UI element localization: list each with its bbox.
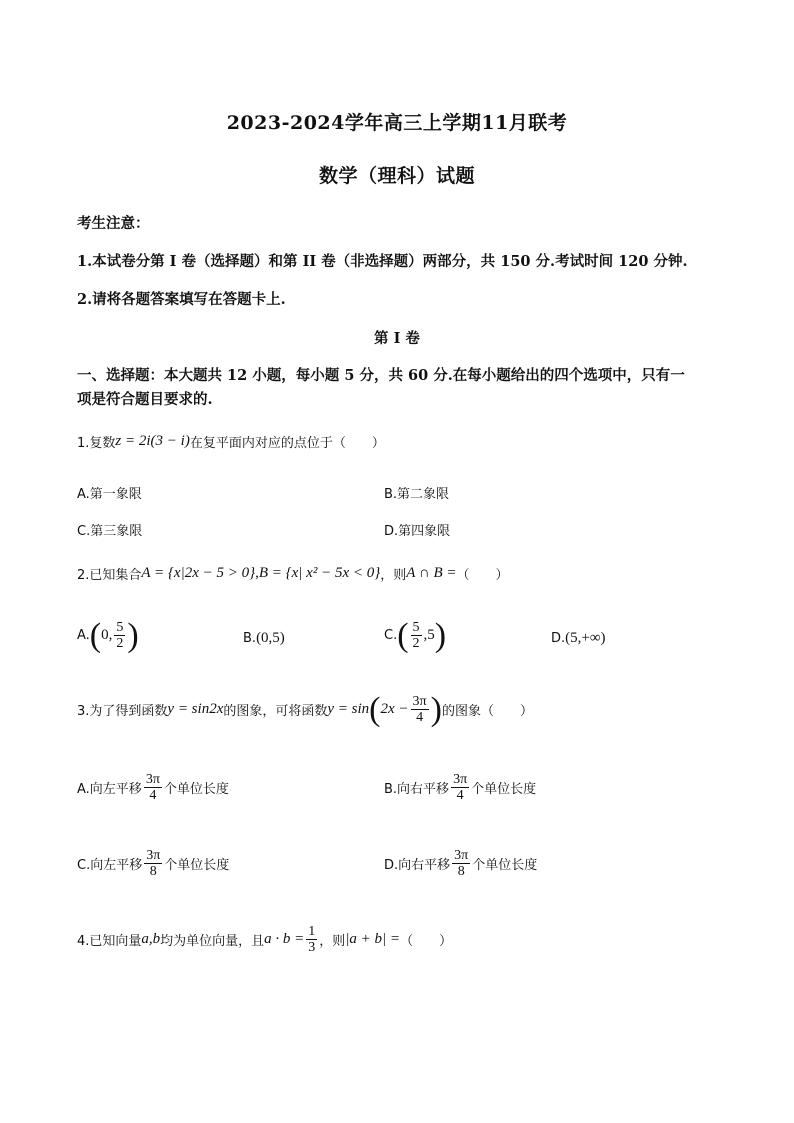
q4-fraction (306, 924, 317, 955)
q2-separator: , (255, 565, 259, 581)
q3-option-d-post: 个单位长度 (472, 858, 538, 873)
q3-prefix: 3.为了得到函数 (77, 704, 168, 719)
right-paren: ) (434, 616, 447, 654)
q3-option-d (384, 848, 537, 879)
q3-suffix: 的图象（ ） (441, 704, 533, 719)
numerator: 1 (308, 924, 316, 939)
q1-prefix: 1.复数 (77, 436, 116, 451)
q3-function-1: y = sin2x (167, 701, 224, 717)
q3-option-a-pre: A.向左平移 (77, 782, 142, 797)
q4-vectors: a,b (141, 931, 161, 947)
denominator: 3 (308, 940, 316, 955)
q3-option-c (77, 848, 229, 879)
q3-option-b-fraction (451, 772, 469, 803)
q3-function-2-arg: 2x − (380, 701, 409, 717)
q4-then: ，则 (319, 934, 346, 949)
denominator: 2 (116, 636, 124, 651)
q2-option-d-value: (5,+∞) (565, 630, 606, 646)
q2-option-d (551, 630, 606, 647)
q1-expression: z = 2i(3 − i) (115, 433, 190, 449)
q2-set-a: A = {x|2x − 5 > 0} (141, 565, 256, 581)
q2-option-a-fraction (114, 620, 125, 651)
numerator: 3π (453, 772, 468, 787)
q2-tail: （ ） (456, 568, 509, 583)
q1-option-b: B.第二象限 (384, 487, 450, 502)
q2-option-d-label: D. (551, 631, 566, 646)
section-instruction-line-2: 项是符合题目要求的. (77, 391, 213, 408)
q2-suffix: ，则 (380, 568, 407, 583)
volume-heading: 第 I 卷 (374, 330, 420, 347)
q3-function-2-head: y = sin (327, 701, 370, 717)
numerator: 5 (412, 620, 420, 635)
q3-option-a-post: 个单位长度 (163, 782, 229, 797)
q3-fraction (411, 694, 429, 725)
numerator: 3π (146, 848, 161, 863)
question-2 (77, 564, 509, 583)
denominator: 4 (149, 788, 157, 803)
q2-option-b-label: B. (243, 631, 257, 646)
q2-option-c-right: ,5 (423, 627, 435, 643)
q3-option-b-pre: B.向右平移 (384, 782, 450, 797)
exam-title: 2023-2024学年高三上学期11月联考 (226, 112, 568, 134)
notice-heading: 考生注意： (77, 215, 150, 232)
right-paren: ) (127, 616, 139, 654)
q3-option-a-fraction (144, 772, 162, 803)
q2-intersection: A ∩ B = (406, 565, 457, 581)
q1-option-d: D.第四象限 (384, 524, 451, 539)
q1-option-a: A.第一象限 (77, 487, 142, 502)
numerator: 5 (116, 620, 124, 635)
denominator: 4 (456, 788, 464, 803)
q2-option-a (77, 616, 139, 654)
q2-option-b-value: (0,5) (256, 630, 285, 646)
q1-option-c: C.第三象限 (77, 524, 143, 539)
q2-option-c-fraction (411, 620, 422, 651)
numerator: 3π (454, 848, 469, 863)
q3-option-d-fraction (452, 848, 470, 879)
denominator: 8 (149, 864, 157, 879)
q3-option-b-post: 个单位长度 (471, 782, 537, 797)
q2-option-c-label: C. (384, 628, 398, 643)
question-1 (77, 432, 385, 451)
numerator: 3π (145, 772, 160, 787)
q3-option-c-post: 个单位长度 (164, 858, 230, 873)
left-paren: ( (397, 616, 409, 654)
q4-magnitude: |a + b| = (345, 931, 401, 947)
q4-prefix: 4.已知向量 (77, 934, 142, 949)
q2-option-c (384, 616, 447, 654)
q2-prefix: 2.已知集合 (77, 568, 142, 583)
q1-suffix: 在复平面内对应的点位于（ ） (189, 436, 385, 451)
numerator: 3π (412, 694, 427, 709)
q3-mid: 的图象，可将函数 (223, 704, 328, 719)
q3-option-d-pre: D.向右平移 (384, 858, 451, 873)
denominator: 8 (457, 864, 465, 879)
q2-option-b (243, 630, 285, 647)
question-4 (77, 924, 452, 955)
q4-dot-product: a · b = (264, 931, 305, 947)
left-paren: ( (89, 616, 102, 654)
notice-item-1: 1.本试卷分第 I 卷（选择题）和第 II 卷（非选择题）两部分，共 150 分.考试时间 120 分钟. (77, 253, 688, 270)
q3-option-a (77, 772, 229, 803)
left-paren: ( (369, 690, 381, 728)
right-paren: ) (430, 690, 442, 728)
q2-option-a-label: A. (77, 628, 90, 643)
q4-tail: （ ） (400, 934, 453, 949)
denominator: 4 (416, 710, 424, 725)
notice-item-2: 2.请将各题答案填写在答题卡上. (77, 291, 286, 308)
q3-option-b (384, 772, 536, 803)
denominator: 2 (412, 636, 420, 651)
exam-subtitle: 数学（理科）试题 (318, 165, 475, 187)
section-instruction-line-1: 一、选择题：本大题共 12 小题，每小题 5 分，共 60 分.在每小题给出的四个选项中，只有一 (77, 367, 685, 384)
q3-option-c-pre: C.向左平移 (77, 858, 143, 873)
q2-option-a-left: 0, (101, 627, 113, 643)
question-3 (77, 690, 533, 728)
q2-set-b: B = {x| x² − 5x < 0} (258, 565, 381, 581)
q3-option-c-fraction (144, 848, 162, 879)
q4-mid: 均为单位向量，且 (160, 934, 265, 949)
